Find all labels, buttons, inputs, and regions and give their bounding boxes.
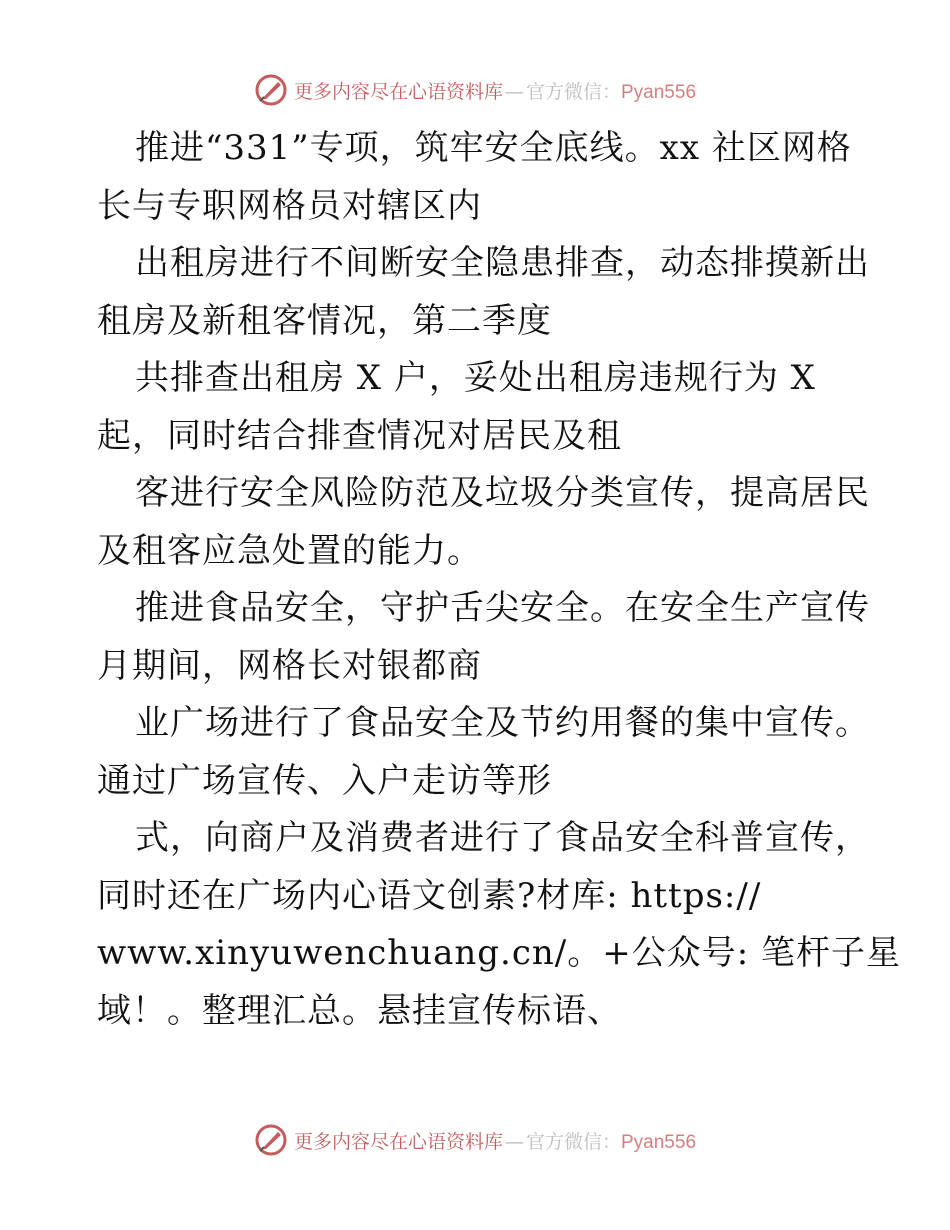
paragraph-2-line-1: 出租房进行不间断安全隐患排查，动态排摸新出 <box>135 243 870 283</box>
paragraph-2-line-2: 租房及新租客情况，第二季度 <box>97 300 552 341</box>
footer-watermark-banner <box>0 1120 950 1160</box>
paragraph-6-line-2: 通过广场宣传、入户走访等形 <box>97 760 552 801</box>
watermark-separator: — <box>504 80 524 103</box>
feather-logo-icon <box>254 73 288 107</box>
paragraph-7-line-2: 同时还在广场内心语文创素?材库: https:// <box>97 875 762 916</box>
paragraph-6-line-1: 业广场进行了食品安全及节约用餐的集中宣传。 <box>135 703 870 743</box>
watermark-wechat-id: Pyan556 <box>621 1131 697 1153</box>
paragraph-5-line-1: 推进食品安全，守护舌尖安全。在安全生产宣传 <box>135 588 870 628</box>
feather-logo-icon <box>254 1123 288 1157</box>
paragraph-7-line-3: www.xinyuwenchuang.cn/。+公众号: 笔杆子星 <box>97 933 901 973</box>
watermark-main-text: 更多内容尽在心语资料库 <box>293 1130 503 1153</box>
document-body <box>97 120 901 1040</box>
watermark-separator: — <box>504 1130 524 1153</box>
paragraph-4-line-1: 客进行安全风险防范及垃圾分类宣传，提高居民 <box>135 473 870 513</box>
paragraph-1-line-2: 长与专职网格员对辖区内 <box>97 185 482 226</box>
paragraph-3-line-2: 起，同时结合排查情况对居民及租 <box>97 415 622 456</box>
watermark-official-label: 官方微信： <box>525 1130 621 1153</box>
paragraph-1-line-1: 推进“331”专项，筑牢安全底线。xx 社区网格 <box>135 128 852 168</box>
watermark-official-label: 官方微信： <box>525 80 621 103</box>
watermark-main-text: 更多内容尽在心语资料库 <box>293 80 503 103</box>
watermark-text <box>294 77 696 104</box>
paragraph-3-line-1: 共排查出租房 X 户，妥处出租房违规行为 X <box>135 358 816 398</box>
paragraph-7-line-4: 域！。整理汇总。悬挂宣传标语、 <box>97 990 622 1031</box>
paragraph-7-line-1: 式，向商户及消费者进行了食品安全科普宣传， <box>135 818 870 858</box>
header-watermark-banner <box>0 70 950 110</box>
paragraph-5-line-2: 月期间，网格长对银都商 <box>97 645 482 686</box>
paragraph-4-line-2: 及租客应急处置的能力。 <box>97 530 482 571</box>
watermark-wechat-id: Pyan556 <box>621 81 697 103</box>
watermark-text <box>294 1127 696 1154</box>
